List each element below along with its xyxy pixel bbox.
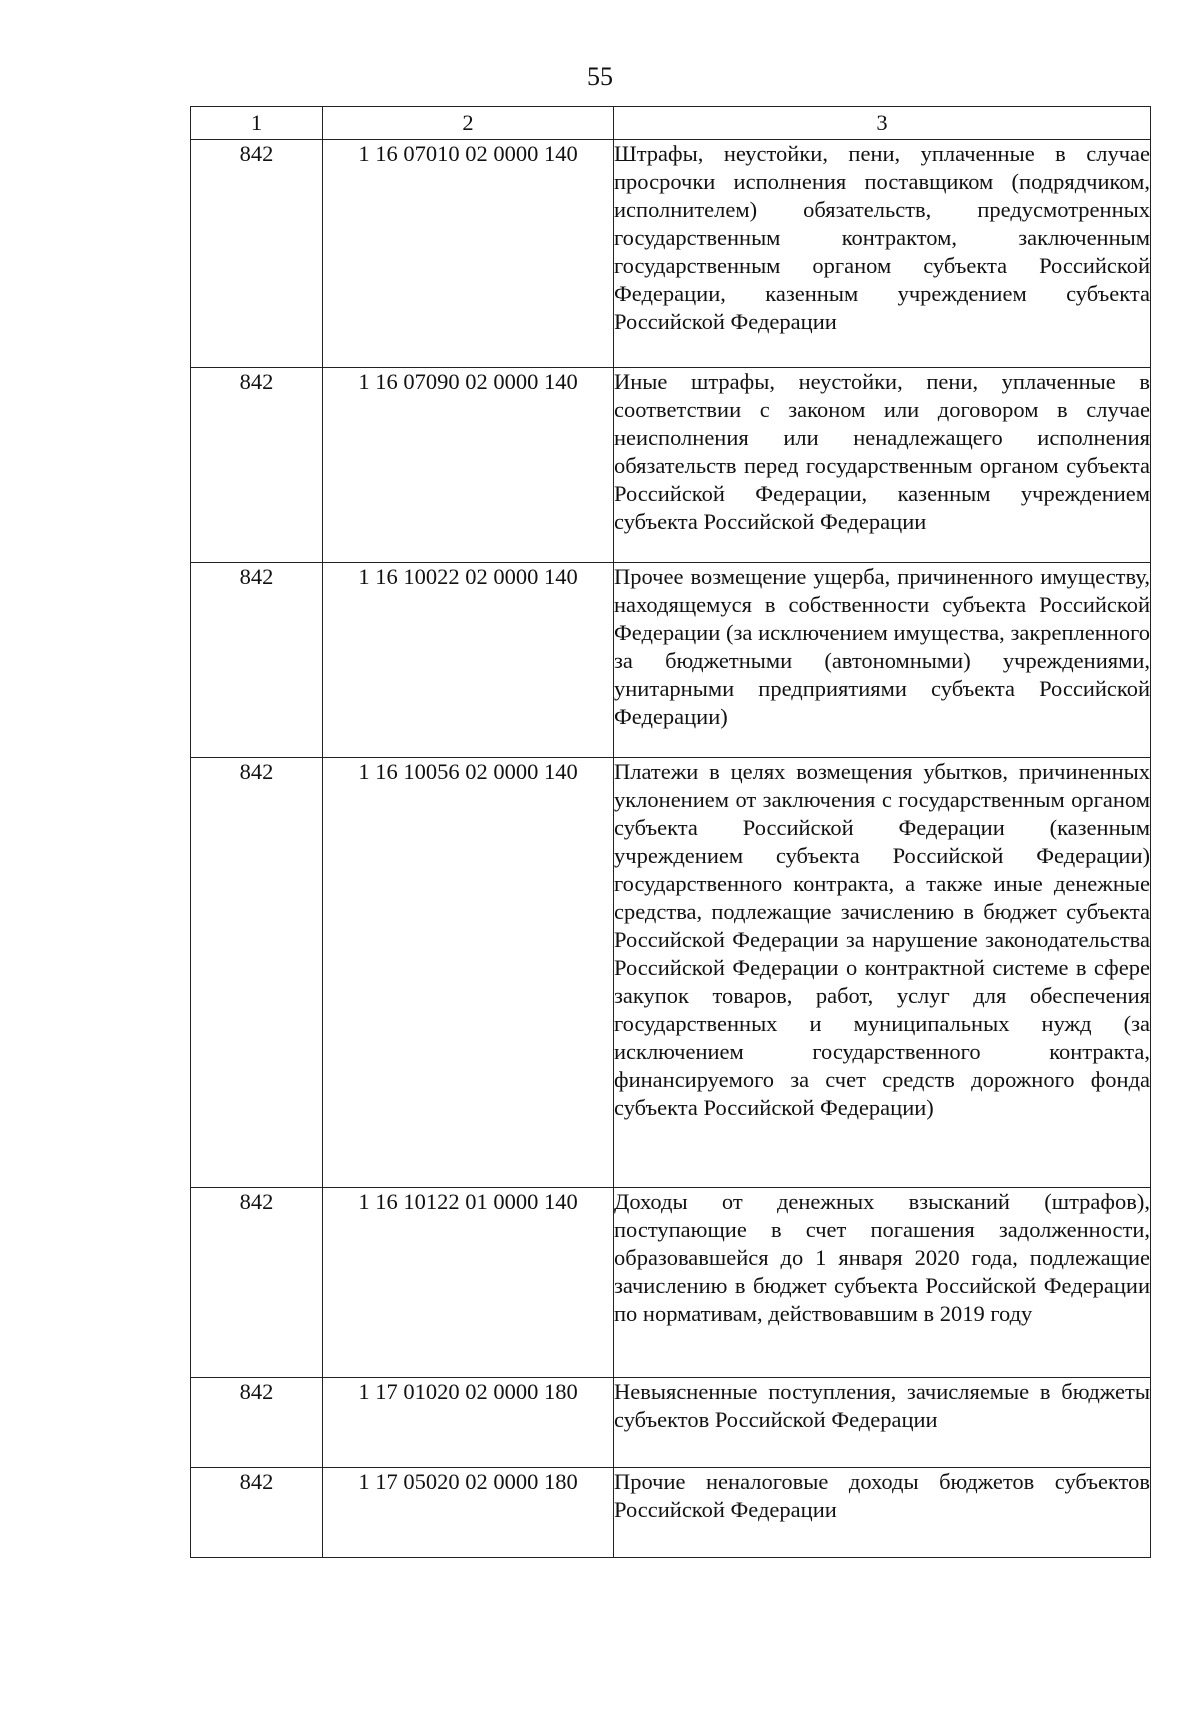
- table-row: [191, 1188, 1151, 1378]
- admin-code-cell: 842: [191, 1188, 323, 1378]
- admin-code-cell: 842: [191, 1378, 323, 1468]
- page-number: 55: [587, 62, 613, 91]
- admin-code-cell: 842: [191, 1468, 323, 1558]
- description-cell: Доходы от денежных взысканий (штрафов), поступающие в счет погашения задолженности, образовавшейся до 1 января 2020 года, подлежащие зачислению в бюджет субъекта Российской Федерации по нормативам, действовавшим в 2019 году: [614, 1188, 1151, 1378]
- budget-code-cell: 1 17 05020 02 0000 180: [323, 1468, 614, 1558]
- description-cell: Штрафы, неустойки, пени, уплаченные в случае просрочки исполнения поставщиком (подрядчиком, исполнителем) обязательств, предусмотренных государственным контрактом, заключенным государственным органом субъекта Российской Федерации, казенным учреждением субъекта Российской Федерации: [614, 140, 1151, 368]
- admin-code-cell: 842: [191, 563, 323, 758]
- table-row: [191, 1468, 1151, 1558]
- description-cell: Прочие неналоговые доходы бюджетов субъектов Российской Федерации: [614, 1468, 1151, 1558]
- budget-code-cell: 1 16 10056 02 0000 140: [323, 758, 614, 1188]
- budget-code-cell: 1 17 01020 02 0000 180: [323, 1378, 614, 1468]
- admin-code-cell: 842: [191, 368, 323, 563]
- budget-code-cell: 1 16 10022 02 0000 140: [323, 563, 614, 758]
- admin-code-cell: 842: [191, 758, 323, 1188]
- budget-code-cell: 1 16 10122 01 0000 140: [323, 1188, 614, 1378]
- table-row: [191, 563, 1151, 758]
- table-row: [191, 758, 1151, 1188]
- table-row: [191, 368, 1151, 563]
- budget-code-cell: 1 16 07090 02 0000 140: [323, 368, 614, 563]
- revenue-codes-table: [190, 106, 1151, 1558]
- description-cell: Иные штрафы, неустойки, пени, уплаченные в соответствии с законом или договором в случае неисполнения или ненадлежащего исполнения обязательств перед государственным органом субъекта Российской Федерации, казенным учреждением субъекта Российской Федерации: [614, 368, 1151, 563]
- table-body: [191, 140, 1151, 1558]
- header-row: [191, 107, 1151, 140]
- description-cell: Невыясненные поступления, зачисляемые в бюджеты субъектов Российской Федерации: [614, 1378, 1151, 1468]
- admin-code-cell: 842: [191, 140, 323, 368]
- budget-code-cell: 1 16 07010 02 0000 140: [323, 140, 614, 368]
- description-cell: Платежи в целях возмещения убытков, причиненных уклонением от заключения с государственным органом субъекта Российской Федерации (казенным учреждением субъекта Российской Федерации) государственного контракта, а также иные денежные средства, подлежащие зачислению в бюджет субъекта Российской Федерации за нарушение законодательства Российской Федерации о контрактной системе в сфере закупок товаров, работ, услуг для обеспечения государственных и муниципальных нужд (за исключением государственного контракта, финансируемого за счет средств дорожного фонда субъекта Российской Федерации): [614, 758, 1151, 1188]
- description-cell: Прочее возмещение ущерба, причиненного имуществу, находящемуся в собственности субъекта Российской Федерации (за исключением имущества, закрепленного за бюджетными (автономными) учреждениями, унитарными предприятиями субъекта Российской Федерации): [614, 563, 1151, 758]
- table-row: [191, 140, 1151, 368]
- column-header-3: 3: [614, 107, 1151, 140]
- column-header-2: 2: [323, 107, 614, 140]
- table-row: [191, 1378, 1151, 1468]
- table-header: [191, 107, 1151, 140]
- column-header-1: 1: [191, 107, 323, 140]
